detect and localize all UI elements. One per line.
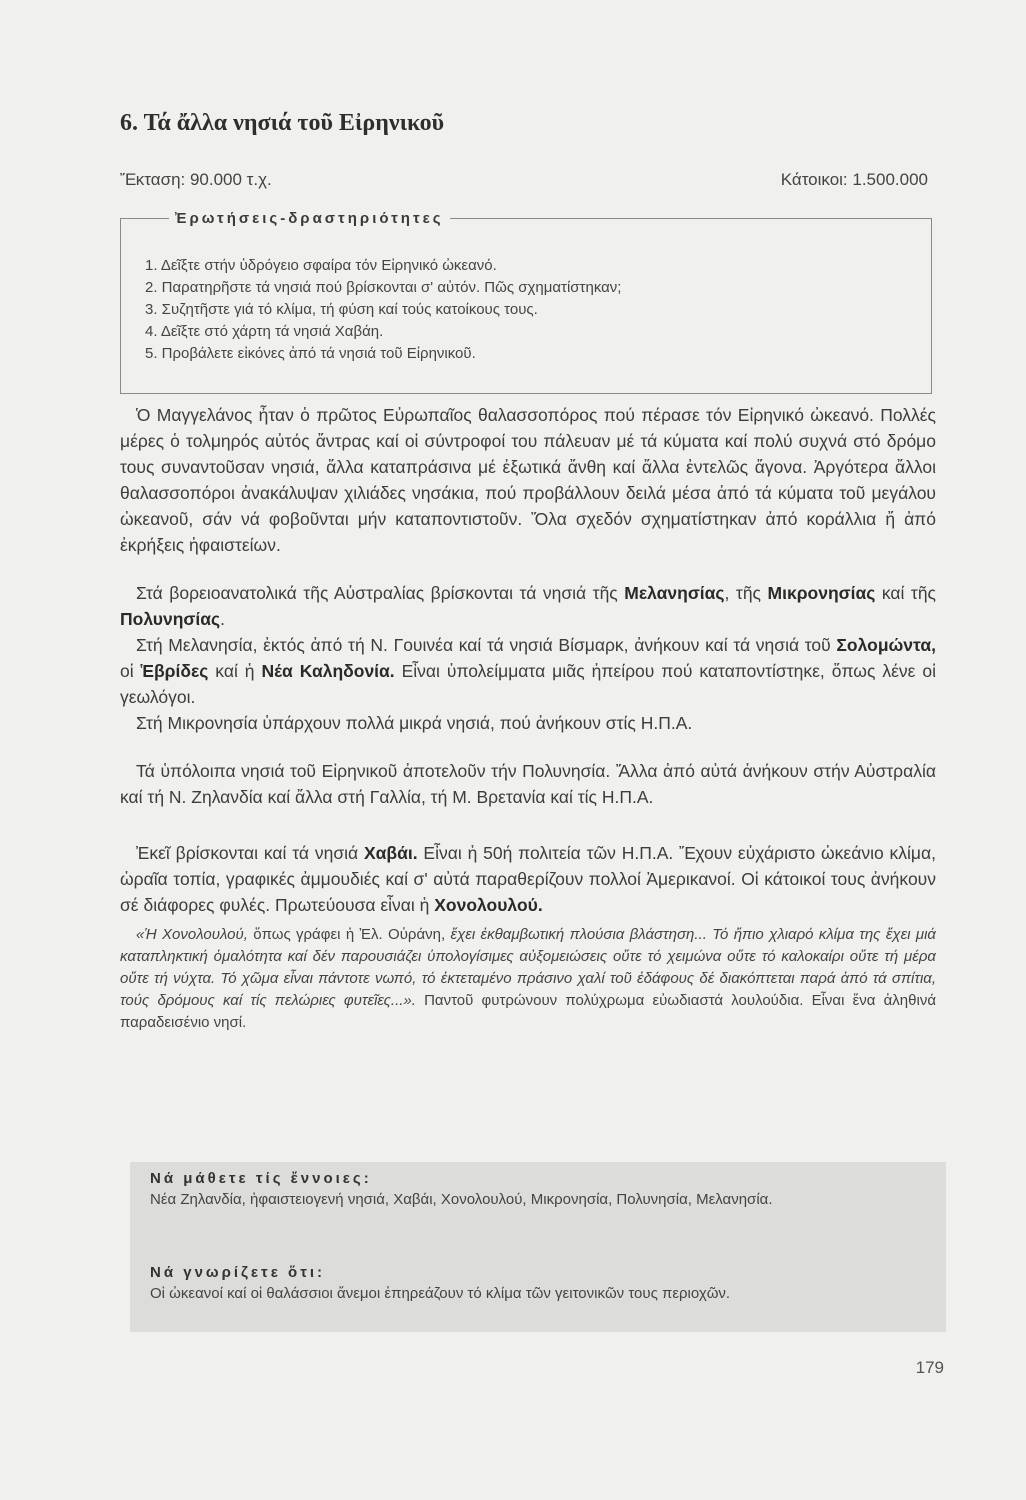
questions-title: Ἐρωτήσεις-δραστηριότητες — [169, 210, 450, 227]
term-solomon: Σολομώντα, — [836, 635, 936, 655]
paragraph-magellan: Ὁ Μαγγελάνος ἦταν ὁ πρῶτος Εὐρωπαῖος θαλασσοπόρος πού πέρασε τόν Εἰρηνικό ὠκεανό. Πολλές μέρες ὁ τολμηρός αὐτός ἄντρας καί οἱ σύντροφοί του πάλευαν μέ τά κύματα καί πολύ συχνά στό δρόμο τους συναντοῦσαν νησιά, ἄλλα καταπράσινα μέ ἐξωτικά ἄνθη καί ἄλλα ἐντελῶς ἄγονα. Ἀργότερα ἄλλοι θαλασσοπόροι ἀνακάλυψαν χιλιάδες νησάκια, πού προβάλλουν δειλά μέσα ἀπό τά κύματα τοῦ μεγάλου ὠκεανοῦ, σάν νά φοβοῦνται μήν καταποντιστοῦν. Ὅλα σχεδόν σχηματίστηκαν ἀπό κοράλλια ἤ ἀπό ἐκρήξεις ἡφαιστείων. — [120, 405, 936, 555]
know-that-block — [150, 1264, 932, 1304]
page-number: 179 — [915, 1358, 944, 1377]
paragraph-melanesia: Στή Μελανησία, ἐκτός ἀπό τή Ν. Γουινέα καί τά νησιά Βίσμαρκ, ἀνήκουν καί τά νησιά τοῦ Σολομώντα, οἱ Ἑβρίδες καί ἡ Νέα Καληδονία. Εἶναι ὑπολείμματα μιᾶς ἠπείρου πού καταποντίστηκε, ὅπως λένε οἱ γεωλόγοι. — [120, 635, 936, 707]
paragraph-regions: Στά βορειοανατολικά τῆς Αὐστραλίας βρίσκονται τά νησιά τῆς Μελανησίας, τῆς Μικρονησίας καί τῆς Πολυνησίας. — [120, 583, 936, 629]
term-melanesia: Μελανησίας — [624, 583, 725, 603]
population-stat: Κάτοικοι: 1.500.000 — [780, 170, 928, 189]
paragraph-micronesia: Στή Μικρονησία ὑπάρχουν πολλά μικρά νησιά, πού ἀνήκουν στίς Η.Π.Α. — [136, 713, 693, 733]
honolulu-quote: «Ἡ Χονολουλού, ὅπως γράφει ἡ Ἐλ. Οὐράνη, ἔχει ἐκθαμβωτική πλούσια βλάστηση... Τό ἤπιο χλιαρό κλίμα της ἔχει μιά καταπληκτική ὁμαλότητα καί δέν παρουσιάζει ὑπολογίσιμες αὐξομειώσεις οὔτε τό χειμώνα οὔτε τό καλοκαίρι οὔτε τή μέρα οὔτε τή νύχτα. Τό χῶμα εἶναι πάντοτε νωπό, τό ἐκτεταμένο πράσινο χαλί τοῦ ἐδάφους δέ διακόπτεται παρά ἀπό τά σπίτια, τούς δρόμους καί τίς πελώριες φυτεῖες...». Παντοῦ φυτρώνουν πολύχρωμα εὐωδιαστά λουλούδια. Εἶναι ἕνα ἀληθινά παραδεισένιο νησί. — [120, 926, 936, 1031]
question-item: 4. Δεῖξτε στό χάρτη τά νησιά Χαβάη. — [145, 323, 384, 340]
learn-concepts-title: Νά μάθετε τίς ἔννοιες: — [150, 1170, 372, 1187]
area-stat: Ἔκταση: 90.000 τ.χ. — [120, 170, 272, 189]
summary-box — [130, 1162, 946, 1332]
know-that-title: Νά γνωρίζετε ὅτι: — [150, 1264, 326, 1281]
term-honolulu: Χονολουλού. — [434, 895, 543, 915]
paragraph-polynesia: Τά ὑπόλοιπα νησιά τοῦ Εἰρηνικοῦ ἀποτελοῦν τήν Πολυνησία. Ἄλλα ἀπό αὐτά ἀνήκουν στήν Αὐστραλία καί τή Ν. Ζηλανδία καί ἄλλα στή Γαλλία, τή Μ. Βρετανία καί τίς Η.Π.Α. — [120, 761, 936, 807]
term-hawaii: Χαβάι. — [364, 843, 418, 863]
question-item: 5. Προβάλετε εἰκόνες ἀπό τά νησιά τοῦ Εἰρηνικοῦ. — [145, 345, 476, 362]
term-hebrides: Ἑβρίδες — [140, 661, 209, 681]
question-item: 1. Δεῖξτε στήν ὑδρόγειο σφαίρα τόν Εἰρηνικό ὠκεανό. — [145, 257, 497, 274]
questions-box — [120, 210, 932, 394]
body-text — [120, 402, 936, 1034]
term-new-caledonia: Νέα Καληδονία. — [261, 661, 395, 681]
questions-list — [145, 255, 621, 365]
paragraph-hawaii: Ἐκεῖ βρίσκονται καί τά νησιά Χαβάι. Εἶναι ἡ 50ή πολιτεία τῶν Η.Π.Α. Ἔχουν εὐχάριστο ὠκεάνιο κλίμα, ὡραῖα τοπία, γραφικές ἀμμουδιές καί σ' αὐτά παραθερίζουν πολλοί Ἀμερικανοί. Οἱ κάτοικοί τους ἀνήκουν σέ διάφορες φυλές. Πρωτεύουσα εἶναι ἡ Χονολουλού. — [120, 843, 936, 915]
learn-concepts-block — [150, 1170, 932, 1210]
learn-concepts-text: Νέα Ζηλανδία, ἡφαιστειογενή νησιά, Χαβάι, Χονολουλού, Μικρονησία, Πολυνησία, Μελανησία. — [150, 1191, 773, 1208]
question-item: 2. Παρατηρῆστε τά νησιά πού βρίσκονται σ' αὐτόν. Πῶς σχηματίστηκαν; — [145, 279, 622, 296]
question-item: 3. Συζητῆστε γιά τό κλίμα, τή φύση καί τούς κατοίκους τους. — [145, 301, 538, 318]
term-micronesia: Μικρονησίας — [767, 583, 876, 603]
know-that-text: Οἱ ὠκεανοί καί οἱ θαλάσσιοι ἄνεμοι ἐπηρεάζουν τό κλίμα τῶν γειτονικῶν τους περιοχῶν. — [150, 1285, 731, 1302]
section-heading: 6. Τά ἄλλα νησιά τοῦ Εἰρηνικοῦ — [120, 110, 445, 136]
term-polynesia: Πολυνησίας — [120, 609, 221, 629]
